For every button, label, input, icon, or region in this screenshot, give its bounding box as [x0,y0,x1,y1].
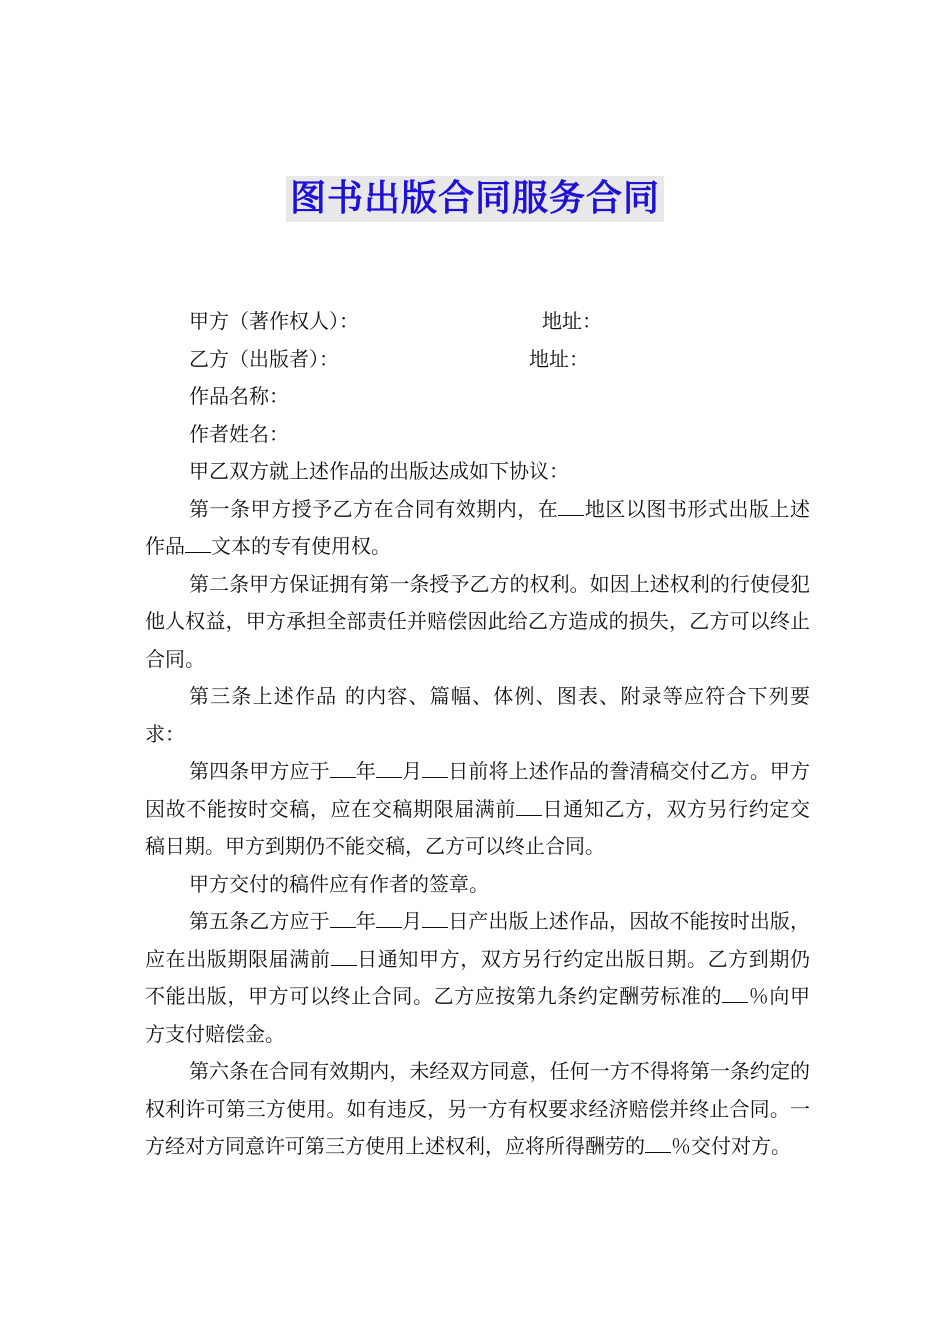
article-6-text-a: 第六条在合同有效期内，未经双方同意，任何一方不得将第一条约定的权利许可第三方使用。如有违反，另一方有权要求经济赔偿并终止合同。一方经对方同意许可第三方使用上述权利，应将所得酬劳的 [145,1059,810,1158]
signature-note: 甲方交付的稿件应有作者的签章。 [189,871,489,896]
article-4 [145,753,810,866]
article-4-text-b: 年 [355,759,376,783]
author-name-label: 作者姓名： [189,421,289,446]
article-5-text-c: 月 [401,909,423,933]
article-6-text-b: ％交付对方。 [671,1134,791,1158]
blank-percentage [722,980,748,1003]
article-5-text-a: 第五条乙方应于 [189,909,330,933]
article-5 [145,903,810,1053]
article-1-text-a: 第一条甲方授予乙方在合同有效期内，在 [189,496,559,521]
blank-month [376,755,402,778]
blank-percentage [645,1130,671,1153]
blank-year [330,755,356,778]
blank-region [558,493,584,516]
article-1-text-c: 文本的专有使用权。 [211,534,391,558]
article-5-text-f: ％向甲方支付赔偿金。 [145,984,811,1046]
blank-day [422,755,448,778]
party-b-row [145,341,810,379]
article-4-text-d: 日前将上述作品的誊清稿交付乙方。甲方因故不能按时交稿，应在交稿期限届满前 [145,759,811,821]
blank-language [185,530,211,553]
blank-day [422,905,448,928]
blank-notice-days [516,793,542,816]
party-a-label: 甲方（著作权人）： [189,309,359,333]
blank-year [330,905,356,928]
article-1 [145,491,810,566]
party-a-row [145,303,810,341]
blank-notice-days [331,943,357,966]
article-5-text-d: 日产出版上述作品，因故不能按时出版，应在出版期限届满前 [145,909,811,971]
work-name-label: 作品名称： [189,384,289,408]
article-5-text-e: 日通知甲方，双方另行约定出版日期。乙方到期仍不能出版，甲方可以终止合同。乙方应按第九条约定酬劳标准的 [145,946,811,1008]
document-title: 图书出版合同服务合同 [286,176,664,222]
party-b-label: 乙方（出版者）： [189,346,339,371]
article-3: 第三条上述作品 的内容、篇幅、体例、图表、附录等应符合下列要求： [145,684,810,746]
article-2: 第二条甲方保证拥有第一条授予乙方的权利。如因上述权利的行使侵犯他人权益，甲方承担全部责任并赔偿因此给乙方造成的损失，乙方可以终止合同。 [145,571,810,671]
agreement-intro: 甲乙双方就上述作品的出版达成如下协议： [189,459,569,483]
article-5-text-b: 年 [355,909,376,933]
article-6 [145,1053,810,1166]
party-b-address-label: 地址： [529,346,589,371]
article-1-text-b: 地区以图书形式出版上述作品 [145,496,811,558]
article-4-text-e: 日通知乙方，双方另行约定交稿日期。甲方到期仍不能交稿，乙方可以终止合同。 [145,796,811,858]
article-4-text-a: 第四条甲方应于 [189,759,330,783]
party-a-address-label: 地址： [542,309,602,333]
article-4-text-c: 月 [401,759,423,783]
document-body [145,303,810,1166]
title-container [0,176,950,222]
blank-month [376,905,402,928]
